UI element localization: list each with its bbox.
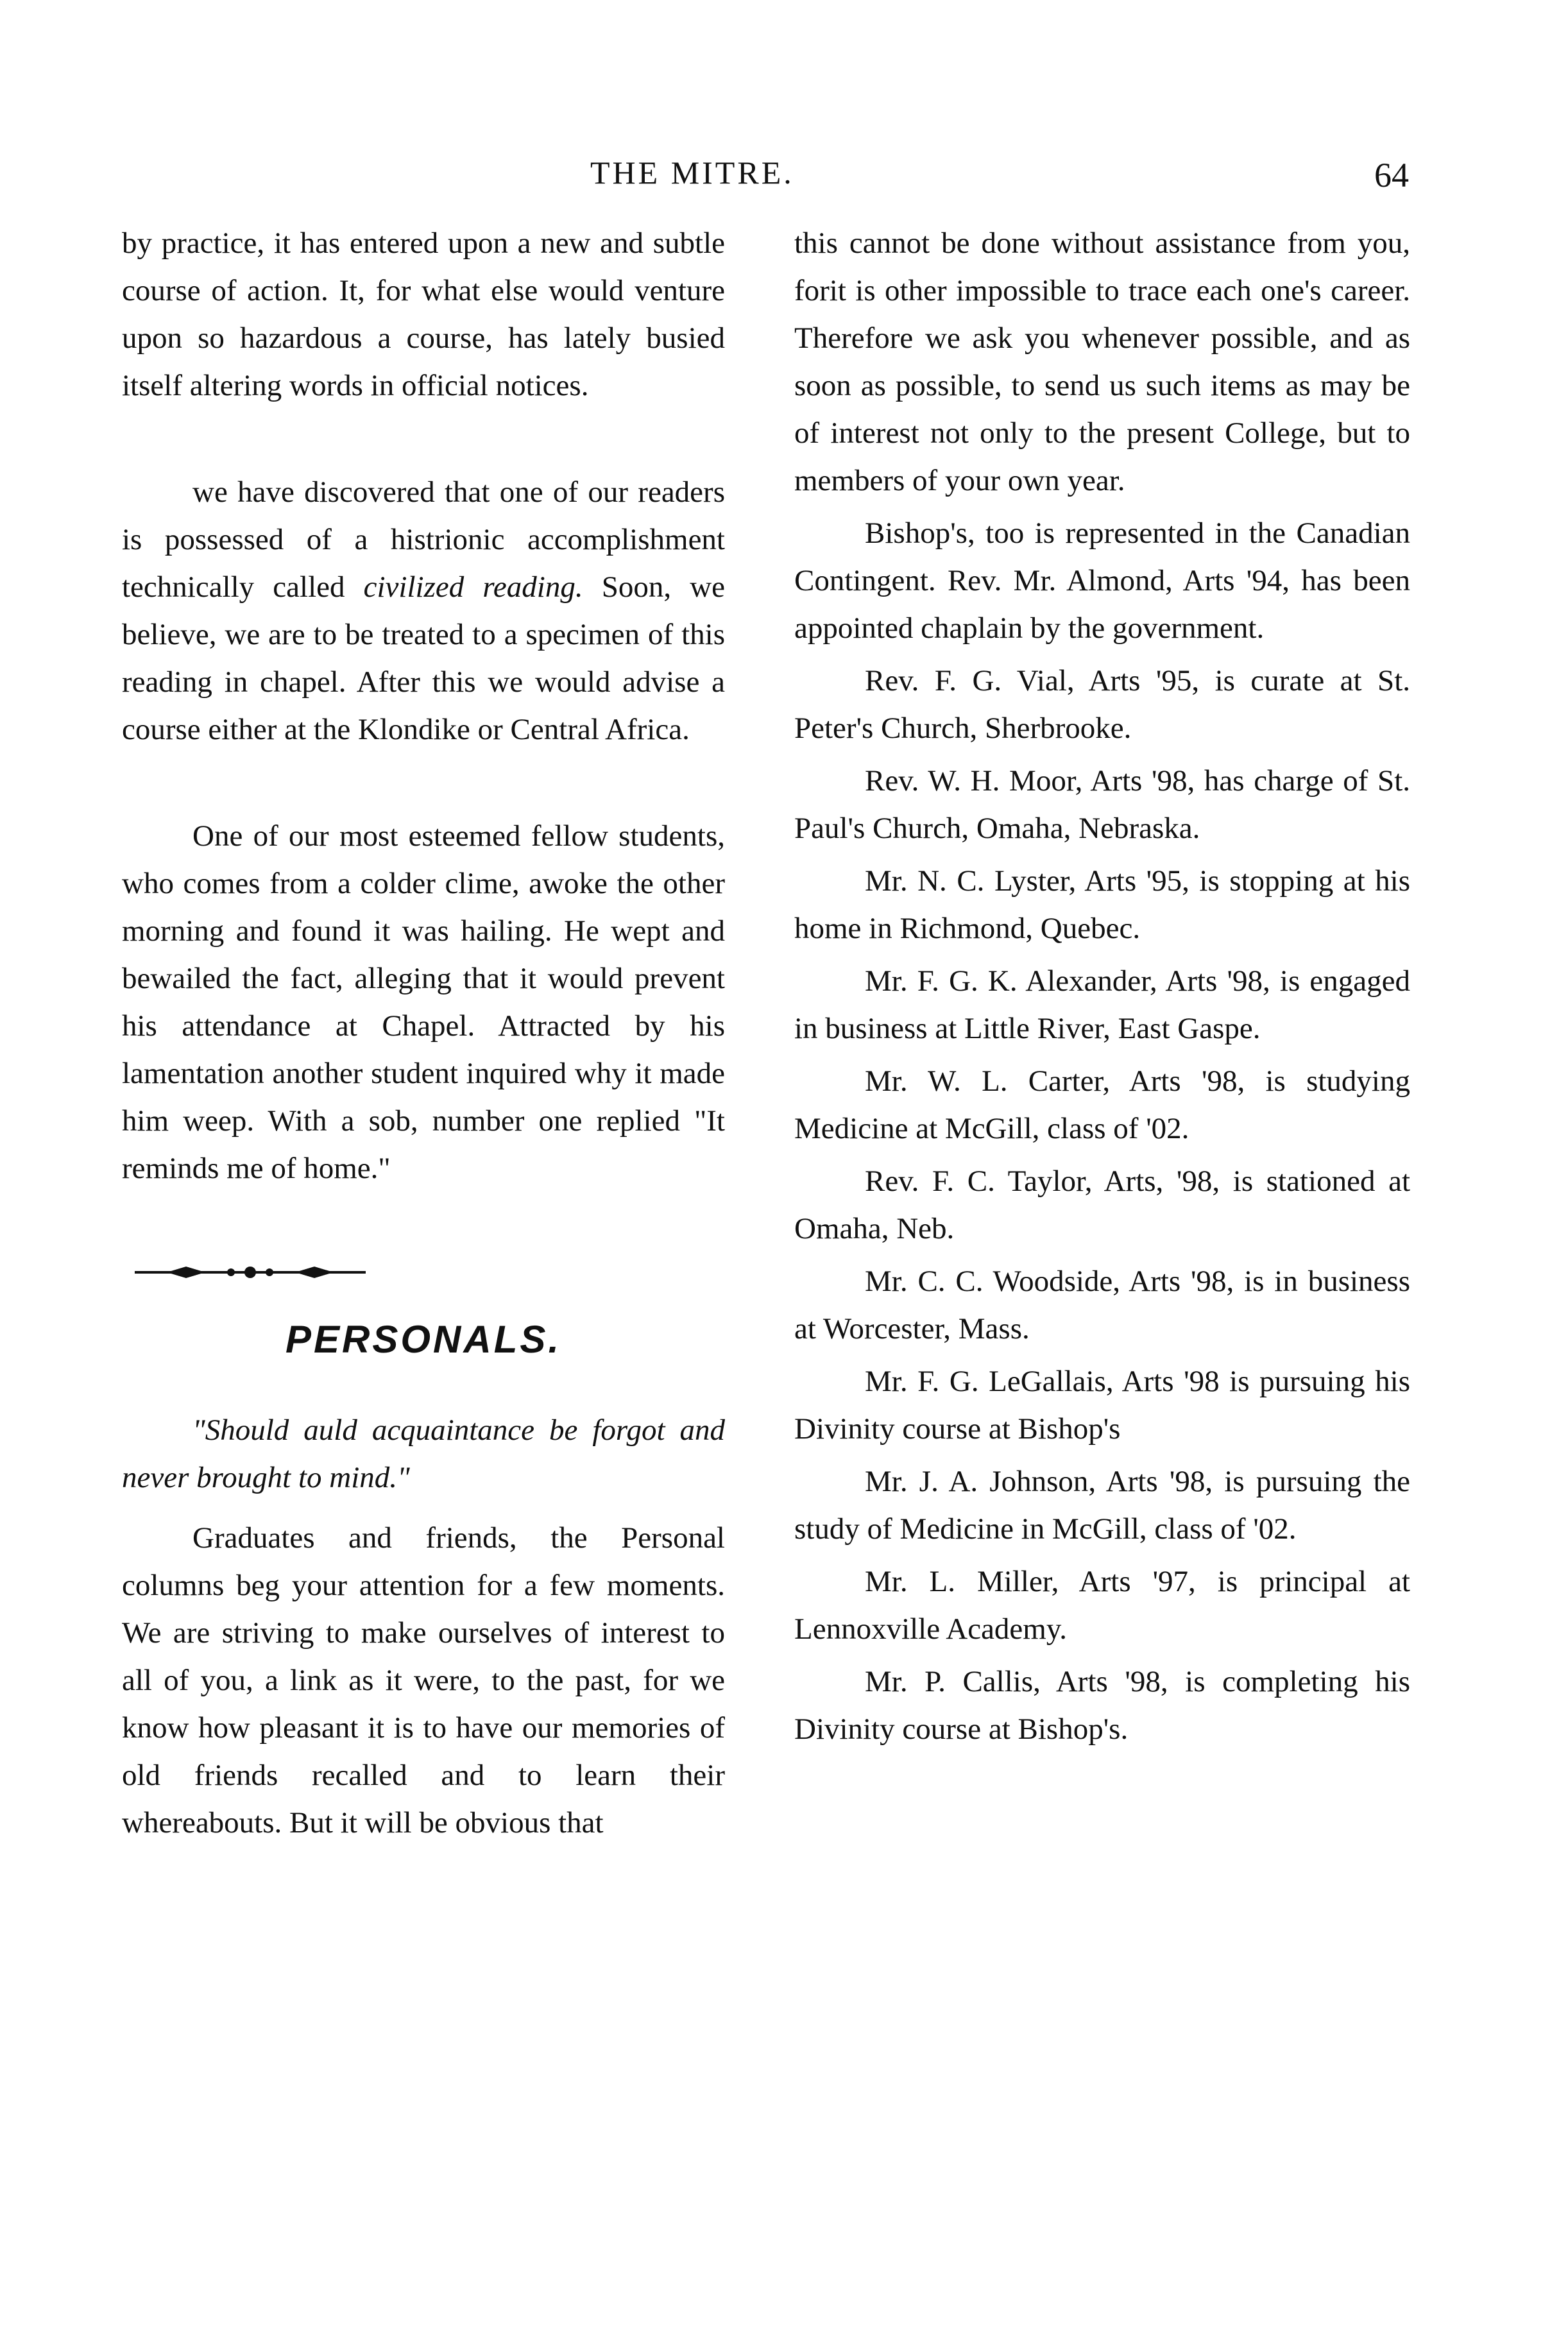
right-paragraph-1: this cannot be done without assistance from you, forit is other impossible to trace each one's career. Therefore we ask you whenever possible, and as soon as possible, to send us such items as may be of interest not only to the present College, but to members of your own year. — [794, 226, 1410, 497]
epigraph: "Should auld acquaintance be forgot and never brought to mind." — [122, 1413, 725, 1494]
left-column — [122, 219, 725, 1847]
left-paragraph-2-start: we have discovered that one of our readers is possessed of a histrionic accomplishment technically called — [122, 475, 725, 604]
personal-entry: Mr. C. C. Woodside, Arts '98, is in business at Worcester, Mass. — [794, 1265, 1410, 1345]
personal-entry: Mr. F. G. K. Alexander, Arts '98, is engaged in business at Little River, East Gaspe. — [794, 964, 1410, 1045]
personal-entry: Rev. F. G. Vial, Arts '95, is curate at St. Peter's Church, Sherbrooke. — [794, 664, 1410, 745]
personal-entry: Mr. W. L. Carter, Arts '98, is studying Medicine at McGill, class of '02. — [794, 1064, 1410, 1145]
left-paragraph-1: by practice, it has entered upon a new and subtle course of action. It, for what else would venture upon so hazardous a course, has lately busied itself altering words in official notices. — [122, 226, 725, 402]
personal-entry: Mr. N. C. Lyster, Arts '95, is stopping at his home in Richmond, Quebec. — [794, 864, 1410, 945]
personal-entry: Bishop's, too is represented in the Canadian Contingent. Rev. Mr. Almond, Arts '94, has been appointed chaplain by the government. — [794, 516, 1410, 645]
left-paragraph-2-italic: civilized reading. — [363, 570, 583, 604]
personal-entry: Mr. F. G. LeGallais, Arts '98 is pursuing his Divinity course at Bishop's — [794, 1365, 1410, 1446]
personal-entry: Mr. J. A. Johnson, Arts '98, is pursuing the study of Medicine in McGill, class of '02. — [794, 1465, 1410, 1546]
left-paragraph-2 — [122, 468, 725, 753]
left-paragraph-4: Graduates and friends, the Personal columns beg your attention for a few moments. We are striving to make ourselves of interest to all of you, a link as it were, to the past, for we know how pleasant it is to have our memories of old friends recalled and to learn their whereabouts. But it will be obvious that — [122, 1521, 725, 1839]
left-paragraph-2-end: Soon, we believe, we are to be treated to a specimen of this reading in chapel. After this we would advise a course either at the Klondike or Central Africa. — [122, 570, 726, 746]
left-paragraph-3: One of our most esteemed fellow students, who comes from a colder clime, awoke the other morning and found it was hailing. He wept and bewailed the fact, alleging that it would prevent his attendance at Chapel. Attracted by his lamentation another student inquired why it made him weep. With a sob, number one replied "It reminds me of home." — [122, 819, 725, 1185]
running-title: THE MITRE. — [590, 155, 794, 191]
personal-entry: Mr. P. Callis, Arts '98, is completing his Divinity course at Bishop's. — [794, 1665, 1410, 1746]
right-column — [794, 219, 1410, 1753]
personal-entry: Mr. L. Miller, Arts '97, is principal at Lennoxville Academy. — [794, 1565, 1410, 1646]
running-head — [0, 154, 1568, 205]
personal-entry: Rev. F. C. Taylor, Arts, '98, is stationed at Omaha, Neb. — [794, 1165, 1410, 1245]
page-number: 64 — [1374, 156, 1409, 194]
section-heading: PERSONALS. — [285, 1318, 562, 1361]
personal-entry: Rev. W. H. Moor, Arts '98, has charge of St. Paul's Church, Omaha, Nebraska. — [794, 764, 1410, 845]
ornamental-divider — [122, 1263, 379, 1282]
